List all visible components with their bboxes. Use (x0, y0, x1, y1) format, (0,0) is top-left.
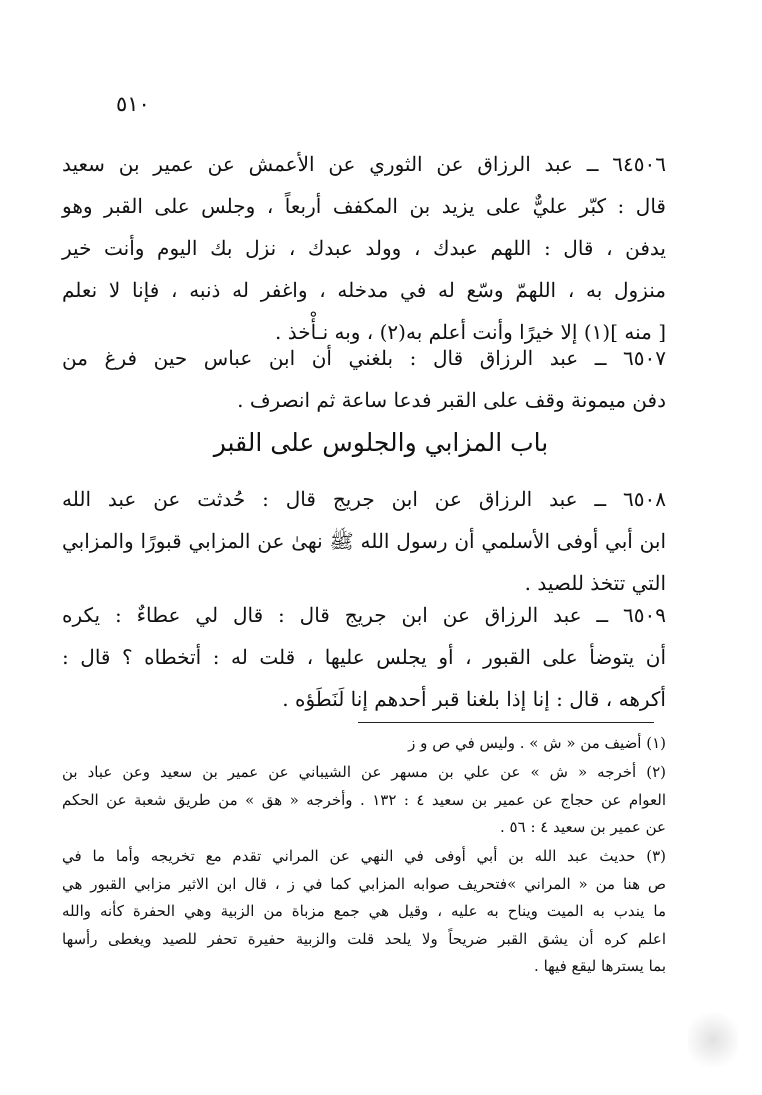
hadith-6509 (62, 594, 666, 720)
hadith-6506-line: يدفن ، قال : اللهم عبدك ، وولد عبدك ، نزل بك اليوم وأنت خير (62, 236, 667, 260)
footnote-1 (62, 730, 666, 758)
hadith-6507-line: دفن ميمونة وقف على القبر فدعا ساعة ثم انصرف . (237, 388, 666, 412)
hadith-6508-line: ابن أبي أوفى الأسلمي أن رسول الله ﷺ نهىٰ عن المزابي قبورًا والمزابي (62, 529, 666, 553)
footnote-line: بما يسترها ليقع فيها . (534, 957, 666, 975)
hadith-6506-line: ٦٤٥٠٦ ــ عبد الرزاق عن الثوري عن الأعمش عن عمير بن سعيد (62, 152, 667, 176)
hadith-6507 (62, 337, 666, 421)
chapter-title: باب المزابي والجلوس على القبر (213, 428, 549, 457)
footnote-line: (١) أضيف من « ش » . وليس في ص و ز (408, 734, 666, 752)
scan-smudge (688, 1010, 738, 1070)
footnote-divider (358, 722, 654, 723)
hadith-6508-line: ٦٥٠٨ ــ عبد الرزاق عن ابن جريج قال : حُدثت عن عبد الله (62, 487, 666, 511)
footnote-line: ما يندب به الميت ويناح به عليه ، وقيل هي جمع مزباة من الزبية وهي الحفرة كأنه والله (62, 902, 666, 920)
hadith-6506 (62, 143, 666, 353)
footnote-line: (٣) حديث عبد الله بن أبي أوفى في النهي عن المراني تقدم مع تخريجه وأما ما في (62, 847, 666, 865)
hadith-6506-line: [ منه ](١) إلا خيرًا وأنت أعلم به(٢) ، وبه نـأْخذ . (275, 320, 666, 344)
hadith-6506-line: منزول به ، اللهمّ وسّع له في مدخله ، واغفر له ذنبه ، فإنا لا نعلم (62, 278, 666, 302)
footnote-line: اعلم كره أن يشق القبر ضريحاً ولا يلحد قلت والزبية حفيرة تحفر للصيد ويغطى رأسها (62, 929, 666, 948)
footnote-line: ص هنا من « المراني »فتحريف صوابه المزابي كما في ز ، قال ابن الاثير مزابي القبور هي (62, 874, 666, 893)
hadith-6506-line: قال : كبّر عليٌّ على يزيد بن المكفف أربعاً ، وجلس على القبر وهو (62, 194, 666, 218)
page-number: ٥١٠ (116, 92, 150, 116)
hadith-6507-line: ٦٥٠٧ ــ عبد الرزاق قال : بلغني أن ابن عباس حين فرغ من (62, 346, 666, 370)
footnote-line: (٢) أخرجه « ش » عن علي بن مسهر عن الشيباني عن عمير بن سعيد وعن عباد بن (62, 763, 666, 781)
hadith-6509-line: أن يتوضأ على القبور ، أو يجلس عليها ، قلت له : أتخطاه ؟ قال : (62, 645, 666, 669)
hadith-6508 (62, 478, 666, 604)
footnote-2 (62, 759, 666, 842)
hadith-6509-line: ٦٥٠٩ ــ عبد الرزاق عن ابن جريج قال : قال لي عطاءٌ : يكره (62, 603, 666, 627)
hadith-6508-line: التي تتخذ للصيد . (524, 571, 666, 595)
hadith-6509-line: أكرهه ، قال : إنا إذا بلغنا قبر أحدهم إنا لَنَطَؤه . (282, 687, 666, 711)
footnote-3 (62, 843, 666, 981)
footnote-line: العوام عن حجاج عن عمير بن سعيد ٤ : ١٣٢ . وأخرجه « هق » من طريق شعبة عن الحكم (62, 790, 667, 809)
footnote-line: عن عمير بن سعيد ٤ : ٥٦ . (500, 818, 666, 836)
